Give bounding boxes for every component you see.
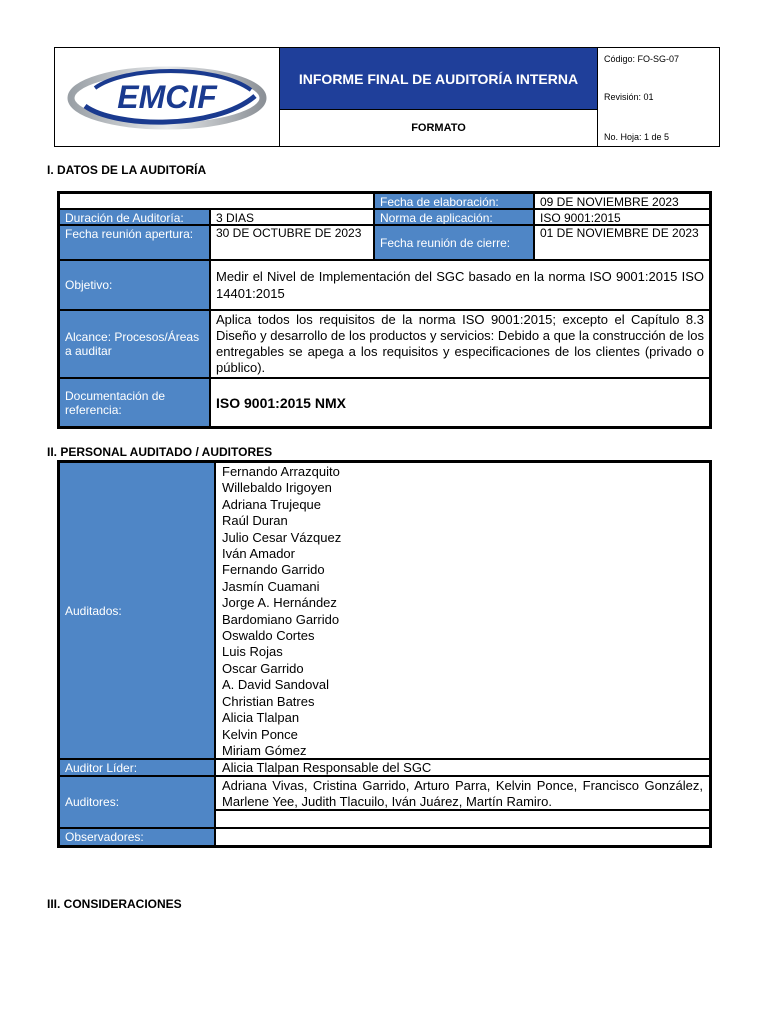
objetivo-text: Medir el Nivel de Implementación del SGC basado en la norma ISO 9001:2015 ISO 14401:2015 xyxy=(216,269,704,301)
auditado-item: Oswaldo Cortes xyxy=(222,628,315,644)
fecha-elaboracion-value: 09 DE NOVIEMBRE 2023 xyxy=(534,193,710,209)
documentacion-value: ISO 9001:2015 NMX xyxy=(210,378,710,427)
logo-cell xyxy=(55,48,280,146)
audit-data-table xyxy=(57,191,712,429)
duracion-value: 3 DIAS xyxy=(210,209,374,225)
document-subtitle: FORMATO xyxy=(411,122,466,134)
cierre-label: Fecha reunión de cierre: xyxy=(374,225,534,260)
auditado-item: Luis Rojas xyxy=(222,644,283,660)
emcif-logo xyxy=(55,48,278,146)
objetivo-label: Objetivo: xyxy=(59,260,210,310)
document-header xyxy=(54,47,720,147)
apertura-value: 30 DE OCTUBRE DE 2023 xyxy=(210,225,374,260)
alcance-label xyxy=(59,310,210,378)
cierre-value: 01 DE NOVIEMBRE DE 2023 xyxy=(534,225,710,260)
auditado-item: Willebaldo Irigoyen xyxy=(222,480,332,496)
auditado-item: Alicia Tlalpan xyxy=(222,710,300,726)
section-1-title: I. DATOS DE LA AUDITORÍA xyxy=(47,163,207,177)
auditados-label: Auditados: xyxy=(59,462,215,759)
auditado-item: Fernando Garrido xyxy=(222,562,325,578)
norma-value: ISO 9001:2015 xyxy=(534,209,710,225)
codigo: Código: FO-SG-07 xyxy=(604,54,680,64)
auditado-item: Adriana Trujeque xyxy=(222,496,322,512)
auditado-item: Jorge A. Hernández xyxy=(222,595,337,611)
section-2-title: II. PERSONAL AUDITADO / AUDITORES xyxy=(47,445,273,459)
objetivo-value xyxy=(210,260,710,310)
observadores-label: Observadores: xyxy=(59,828,215,846)
auditado-item: Bardomiano Garrido xyxy=(222,611,340,627)
personnel-table xyxy=(57,460,712,848)
alcance-label-text: Alcance: Procesos/Áreas a auditar xyxy=(65,330,200,358)
auditado-item: Miriam Gómez xyxy=(222,742,307,758)
auditado-item: Fernando Arrazquito xyxy=(222,464,340,479)
auditado-item: Julio Cesar Vázquez xyxy=(222,529,342,545)
auditores-label: Auditores: xyxy=(59,776,215,828)
duracion-label: Duración de Auditoría: xyxy=(59,209,210,225)
auditados-container xyxy=(222,464,703,759)
apertura-label: Fecha reunión apertura: xyxy=(59,225,210,260)
fecha-elaboracion-label: Fecha de elaboración: xyxy=(374,193,534,209)
auditado-item: Christian Batres xyxy=(222,693,315,709)
auditado-item: A. David Sandoval xyxy=(222,677,329,693)
documentacion-label xyxy=(59,378,210,427)
auditado-item: Kelvin Ponce xyxy=(222,726,298,742)
lider-label: Auditor Líder: xyxy=(59,759,215,776)
auditado-item: Oscar Garrido xyxy=(222,660,304,676)
auditores-value: Adriana Vivas, Cristina Garrido, Arturo Parra, Kelvin Ponce, Francisco González, Marlene Yee, Judith Tlacuilo, Iván Juárez, Martín Ramiro. xyxy=(215,776,710,810)
section-3-title: III. CONSIDERACIONES xyxy=(47,897,182,911)
auditores-empty-row xyxy=(215,810,710,828)
revision: Revisión: 01 xyxy=(604,92,654,102)
documentacion-label-text: Documentación de referencia: xyxy=(65,388,166,417)
auditado-item: Raúl Duran xyxy=(222,513,288,529)
norma-label: Norma de aplicación: xyxy=(374,209,534,225)
logo-text: EMCIF xyxy=(117,79,217,115)
observadores-value xyxy=(215,828,710,846)
document-title: INFORME FINAL DE AUDITORÍA INTERNA xyxy=(280,48,597,110)
alcance-value: Aplica todos los requisitos de la norma ISO 9001:2015; excepto el Capítulo 8.3 Diseño y desarrollo de los productos y servicios: Debido a que la construcción de los entregables se apega a los requisitos y especificaciones de los clientes (privado o público). xyxy=(210,310,710,378)
lider-value: Alicia Tlalpan Responsable del SGC xyxy=(215,759,710,776)
auditado-item: Iván Amador xyxy=(222,546,295,562)
empty-cell xyxy=(59,193,374,209)
auditados-list xyxy=(215,462,710,759)
hoja: No. Hoja: 1 de 5 xyxy=(604,132,670,142)
document-meta xyxy=(597,48,719,146)
auditado-item: Jasmín Cuamani xyxy=(222,578,320,594)
